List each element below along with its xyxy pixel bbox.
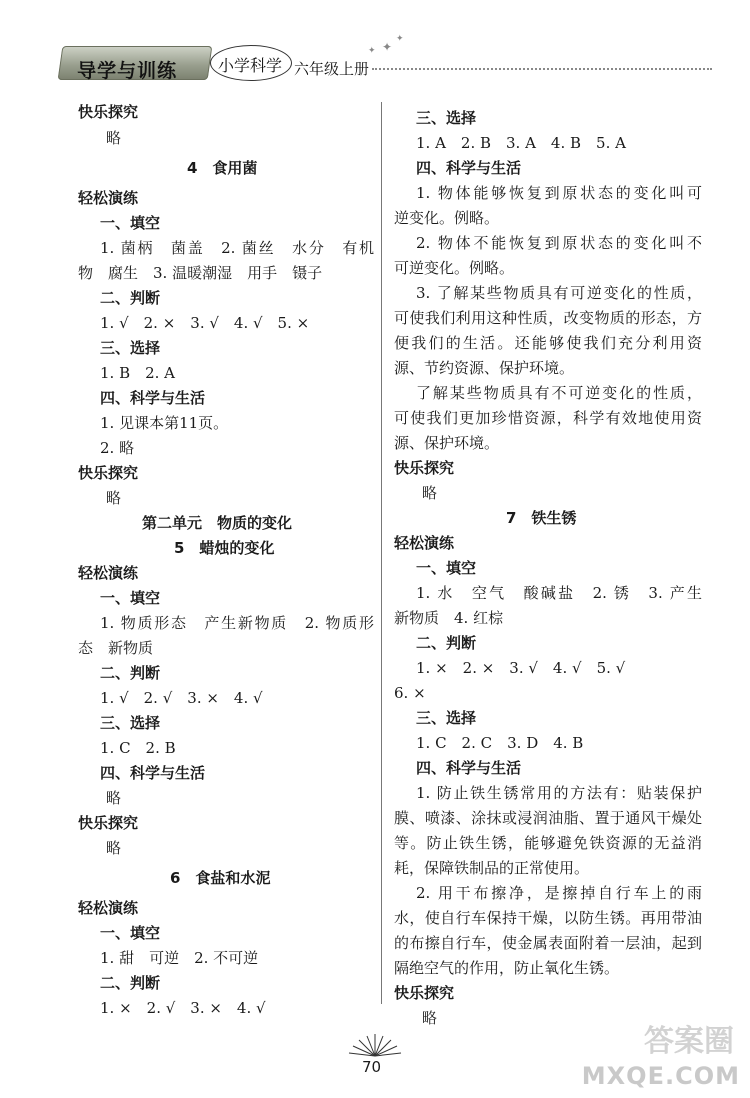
- subsection-heading: 二、判断: [100, 289, 161, 307]
- answer-line: 可逆变化。例略。: [394, 259, 515, 277]
- answer-line: 水，使自行车保持干燥，以防生锈。再用带油: [394, 909, 702, 927]
- answer-line: 可使我们利用这种性质，改变物质的形态，方: [394, 309, 702, 327]
- header-dotted-rule: [372, 68, 712, 70]
- watermark-url: MXQE.COM: [581, 1062, 740, 1090]
- star-icon: ✦: [368, 46, 376, 56]
- unit-title: 第二单元 物质的变化: [142, 514, 293, 532]
- subsection-heading: 三、选择: [100, 339, 161, 357]
- answer-line: 隔绝空气的作用，防止氧化生锈。: [394, 959, 620, 977]
- subsection-heading: 四、科学与生活: [100, 389, 206, 407]
- watermark-logo: 答案圈: [644, 1024, 734, 1059]
- answer-line: 1. × 2. × 3. √ 4. √ 5. √: [416, 659, 626, 677]
- answer-line: 1. B 2. A: [100, 364, 176, 382]
- page-header: [60, 34, 720, 90]
- answer-line: 略: [106, 839, 122, 857]
- answer-line: 态 新物质: [78, 639, 154, 657]
- answer-line: 源、节约资源、保护环境。: [394, 359, 575, 377]
- subsection-heading: 三、选择: [100, 714, 161, 732]
- answer-line: 等。防止铁生锈，能够避免铁资源的无益消: [394, 834, 702, 852]
- answer-line: 略: [106, 129, 122, 147]
- answer-line: 1. 见课本第11页。: [100, 414, 229, 432]
- answer-line: 1. 水 空气 酸碱盐 2. 锈 3. 产生: [416, 584, 702, 602]
- answer-line: 1. C 2. B: [100, 739, 176, 757]
- column-divider: [381, 102, 382, 1004]
- answer-line: 物 腐生 3. 温暖潮湿 用手 镊子: [78, 264, 323, 282]
- answer-line: 6. ×: [394, 684, 426, 702]
- answer-line: 1. 菌柄 菌盖 2. 菌丝 水分 有机: [100, 239, 374, 257]
- answer-line: 可使我们更加珍惜资源，科学有效地使用资: [394, 409, 702, 427]
- answer-line: 1. 甜 可逆 2. 不可逆: [100, 949, 259, 967]
- answer-line: 2. 略: [100, 439, 135, 457]
- answer-line: 1. 物体能够恢复到原状态的变化叫可: [416, 184, 702, 202]
- answer-line: 2. 用干布擦净，是擦掉自行车上的雨: [416, 884, 702, 902]
- section-heading: 快乐探究: [394, 984, 455, 1002]
- answer-line: 1. √ 2. √ 3. × 4. √: [100, 689, 263, 707]
- subsection-heading: 二、判断: [100, 664, 161, 682]
- answer-line: 3. 了解某些物质具有可逆变化的性质，: [416, 284, 702, 302]
- star-icon: ✦: [396, 34, 404, 44]
- lesson-title: 4 食用菌: [187, 159, 258, 177]
- answer-line: 膜、喷漆、涂抹或浸润油脂、置于通风干燥处: [394, 809, 702, 827]
- subsection-heading: 一、填空: [100, 214, 161, 232]
- answer-line: 1. × 2. √ 3. × 4. √: [100, 999, 266, 1017]
- subject-label: 小学科学: [218, 56, 283, 75]
- answer-line: 2. 物体不能恢复到原状态的变化叫不: [416, 234, 702, 252]
- answer-line: 耗，保障铁制品的正常使用。: [394, 859, 590, 877]
- lesson-title: 7 铁生锈: [506, 509, 577, 527]
- answer-line: 了解某些物质具有不可逆变化的性质，: [416, 384, 702, 402]
- lesson-title: 5 蜡烛的变化: [174, 539, 275, 557]
- answer-line: 逆变化。例略。: [394, 209, 500, 227]
- lesson-title: 6 食盐和水泥: [170, 869, 271, 887]
- answer-line: 1. A 2. B 3. A 4. B 5. A: [416, 134, 626, 152]
- subsection-heading: 一、填空: [416, 559, 477, 577]
- answer-line: 1. 物质形态 产生新物质 2. 物质形: [100, 614, 374, 632]
- answer-line: 的布擦自行车，使金属表面附着一层油，起到: [394, 934, 702, 952]
- section-heading: 轻松演练: [394, 534, 455, 552]
- answer-line: 1. 防止铁生锈常用的方法有：贴装保护: [416, 784, 702, 802]
- subsection-heading: 四、科学与生活: [100, 764, 206, 782]
- answer-line: 新物质 4. 红棕: [394, 609, 504, 627]
- brand-title: 导学与训练: [77, 60, 178, 82]
- answer-line: 略: [106, 489, 122, 507]
- page-number: 70: [362, 1058, 382, 1076]
- subsection-heading: 二、判断: [100, 974, 161, 992]
- section-heading: 快乐探究: [78, 464, 139, 482]
- star-icon: ✦: [382, 40, 393, 54]
- subsection-heading: 四、科学与生活: [416, 159, 522, 177]
- page-footer: [340, 1030, 410, 1080]
- section-heading: 轻松演练: [78, 899, 139, 917]
- subsection-heading: 一、填空: [100, 924, 161, 942]
- grade-label: 六年级上册: [294, 60, 370, 78]
- section-heading: 轻松演练: [78, 564, 139, 582]
- sunburst-icon: [345, 1030, 405, 1060]
- subsection-heading: 三、选择: [416, 109, 477, 127]
- section-heading: 快乐探究: [78, 103, 139, 121]
- brand-banner: [58, 46, 213, 80]
- subject-badge: [210, 45, 292, 81]
- section-heading: 快乐探究: [78, 814, 139, 832]
- answer-line: 便我们的生活。还能够使我们充分利用资: [394, 334, 702, 352]
- answer-line: 1. C 2. C 3. D 4. B: [416, 734, 584, 752]
- subsection-heading: 一、填空: [100, 589, 161, 607]
- subsection-heading: 四、科学与生活: [416, 759, 522, 777]
- answer-line: 略: [106, 789, 122, 807]
- answer-line: 1. √ 2. × 3. √ 4. √ 5. ×: [100, 314, 310, 332]
- answer-line: 源、保护环境。: [394, 434, 500, 452]
- subsection-heading: 二、判断: [416, 634, 477, 652]
- answer-line: 略: [422, 1009, 438, 1027]
- section-heading: 轻松演练: [78, 189, 139, 207]
- answer-line: 略: [422, 484, 438, 502]
- section-heading: 快乐探究: [394, 459, 455, 477]
- subsection-heading: 三、选择: [416, 709, 477, 727]
